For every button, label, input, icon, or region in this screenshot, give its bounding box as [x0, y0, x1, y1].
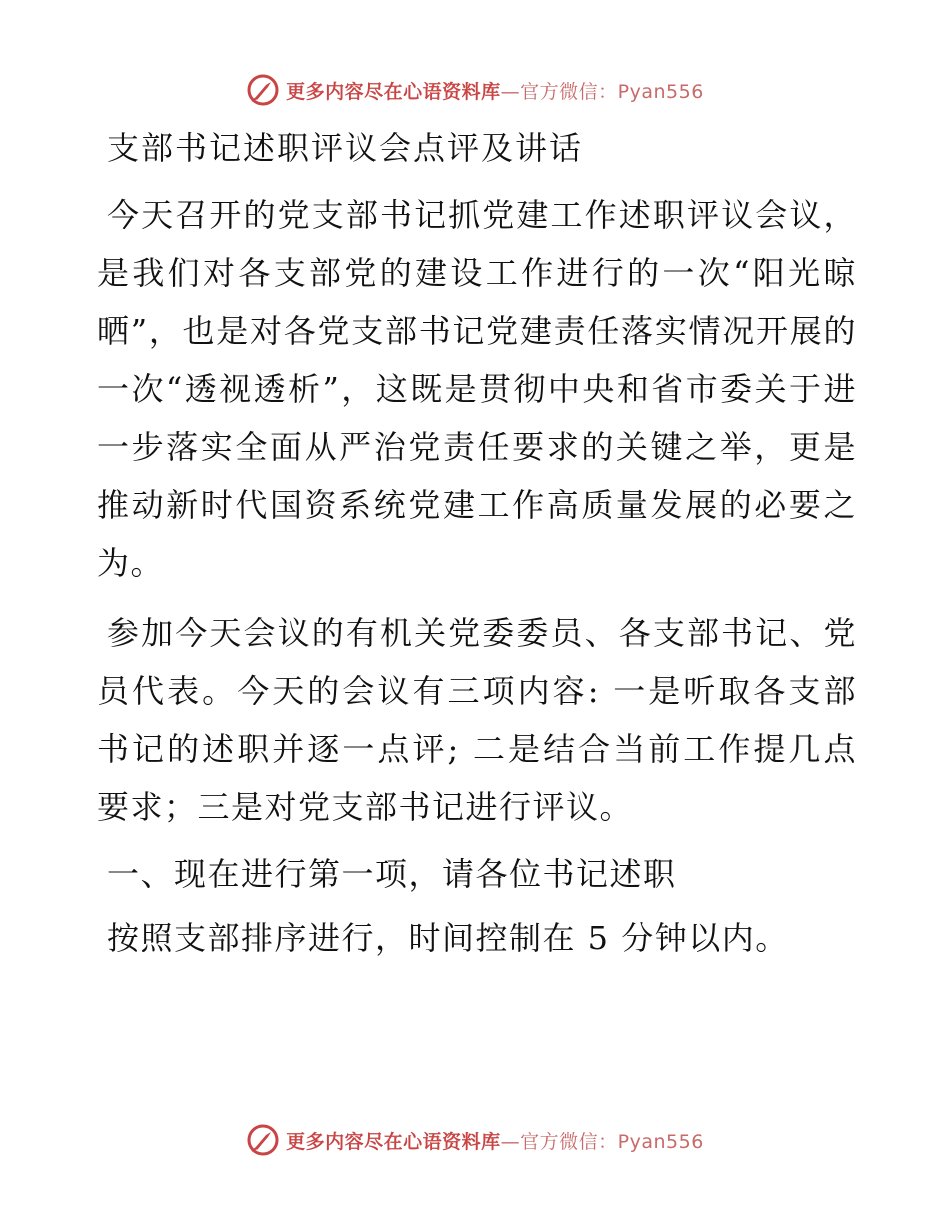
section-text: 按照支部排序进行，时间控制在 5 分钟以内。 [107, 919, 789, 957]
document-title: 支部书记述职评议会点评及讲话 [107, 129, 584, 167]
paragraph-1: 今天召开的党支部书记抓党建工作述职评议会议，是我们对各支部党的建设工作进行的一次“阳光晾晒”，也是对各党支部书记党建责任落实情况开展的一次“透视透析”，这既是贯彻中央和省市委关于进一步落实全面从严治党责任要求的关键之举，更是推动新时代国资系统党建工作高质量发展的必要之为。 [97, 196, 857, 582]
watermark-text: 更多内容尽在心语资料库—官方微信：Pyan556 [286, 80, 704, 103]
watermark-text: 更多内容尽在心语资料库—官方微信：Pyan556 [286, 1130, 704, 1153]
section-heading: 一、现在进行第一项，请各位书记述职 [107, 855, 677, 893]
document-body [97, 122, 857, 976]
watermark-banner-bottom [0, 1120, 950, 1160]
pen-nib-logo-icon [246, 73, 280, 107]
paragraph-2: 参加今天会议的有机关党委委员、各支部书记、党员代表。今天的会议有三项内容: 一是听取各支部书记的述职并逐一点评; 二是结合当前工作提几点要求；三是对党支部书记进行评议。 [97, 614, 857, 826]
pen-nib-logo-icon [246, 1123, 280, 1157]
watermark-banner-top [0, 70, 950, 110]
